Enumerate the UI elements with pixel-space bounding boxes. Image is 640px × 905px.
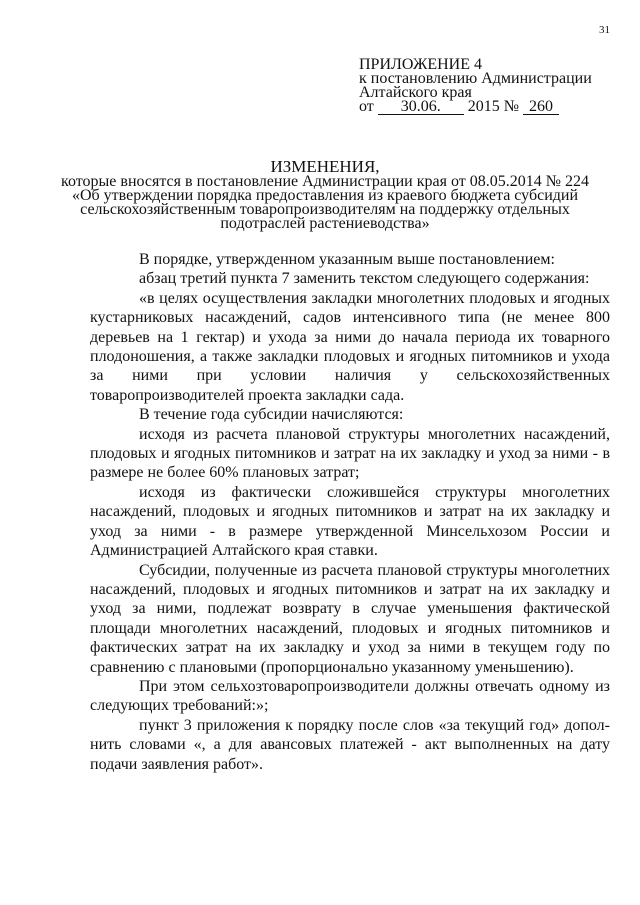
decree-year: 2015 <box>467 98 500 115</box>
decree-number: 260 <box>523 100 559 115</box>
heading-title: ИЗМЕНЕНИЯ, <box>270 157 380 176</box>
paragraph-amendment-item-3: пункт 3 приложения к порядку после слов «за текущий год» дополнить словами «, а для авансовых платежей - акт выполненных на дату подачи заявления работ». <box>90 716 610 773</box>
appendix-title: ПРИЛОЖЕНИЕ 4 <box>359 56 483 73</box>
paragraph-requirements: При этом сельхозтоваропроизводители должны отвечать одному из следующих требований:»; <box>90 677 610 715</box>
paragraph-refund: Субсидии, полученные из расчета плановой структуры многолетних насаждений, плодовых и ягодных питомников и затрат на их закладку и уход за ними, подлежат возврату в случае уменьшения фактической площади многолетних насаждений, плодовых и ягодных питомников и фактических затрат на их закладку и уход за ними в текущем году по сравнению с плановыми (пропорционально указанному уменьшению). <box>90 561 610 676</box>
paragraph-planned-structure: исходя из расчета плановой структуры многолетних насаждений, плодовых и ягодных питомников и затрат на их закладку и уход за ними - в размере не более 60% плановых затрат; <box>90 425 610 482</box>
appendix-date-line <box>359 100 592 115</box>
heading-line-4: подотраслей растениеводства» <box>220 215 430 232</box>
appendix-line-3: Алтайского края <box>359 84 472 101</box>
page-number: 31 <box>599 24 610 36</box>
paragraph-subsidies-accrual: В течение года субсидии начисляются: <box>139 406 404 424</box>
number-sign: № <box>503 98 520 115</box>
paragraph-replace-instruction: абзац третий пункта 7 заменить текстом следующего содержания: <box>139 270 590 288</box>
heading-line-3: сельскохозяйственным товаропроизводителям на поддержку отдельных <box>80 201 570 218</box>
appendix-block <box>359 58 592 115</box>
heading-line-1: которые вносятся в постановление Администрации края от 08.05.2014 № 224 <box>61 173 589 190</box>
document-body <box>90 250 610 774</box>
decree-date: 30.06. <box>378 100 464 115</box>
paragraph-actual-structure: исходя из фактически сложившейся структуры многолетних насаждений, плодовых и ягодных питомников и затрат на их закладку и уход за ними - в размере утвержденной Минсельхозом России и Администрацией Алтайского края ставки. <box>90 483 610 560</box>
heading-line-2: «Об утверждении порядка предоставления из краевого бюджета субсидий <box>71 187 579 204</box>
date-prefix: от <box>359 98 374 115</box>
paragraph-new-text: «в целях осуществления закладки многолетних плодовых и ягодных кустарниковых насаждений, садов интенсивного типа (не менее 800 деревьев на 1 гектар) и ухода за ними до начала периода их товарного плодоношения, а также закладки плодовых и ягодных питомников и ухода за ними при условии наличия у сельскохозяйственных товаропроизводителей проекта закладки сада. <box>90 289 610 404</box>
paragraph-intro: В порядке, утвержденном указанным выше постановлением: <box>139 251 555 268</box>
appendix-line-2: к постановлению Администрации <box>359 70 592 87</box>
document-heading <box>60 157 590 232</box>
